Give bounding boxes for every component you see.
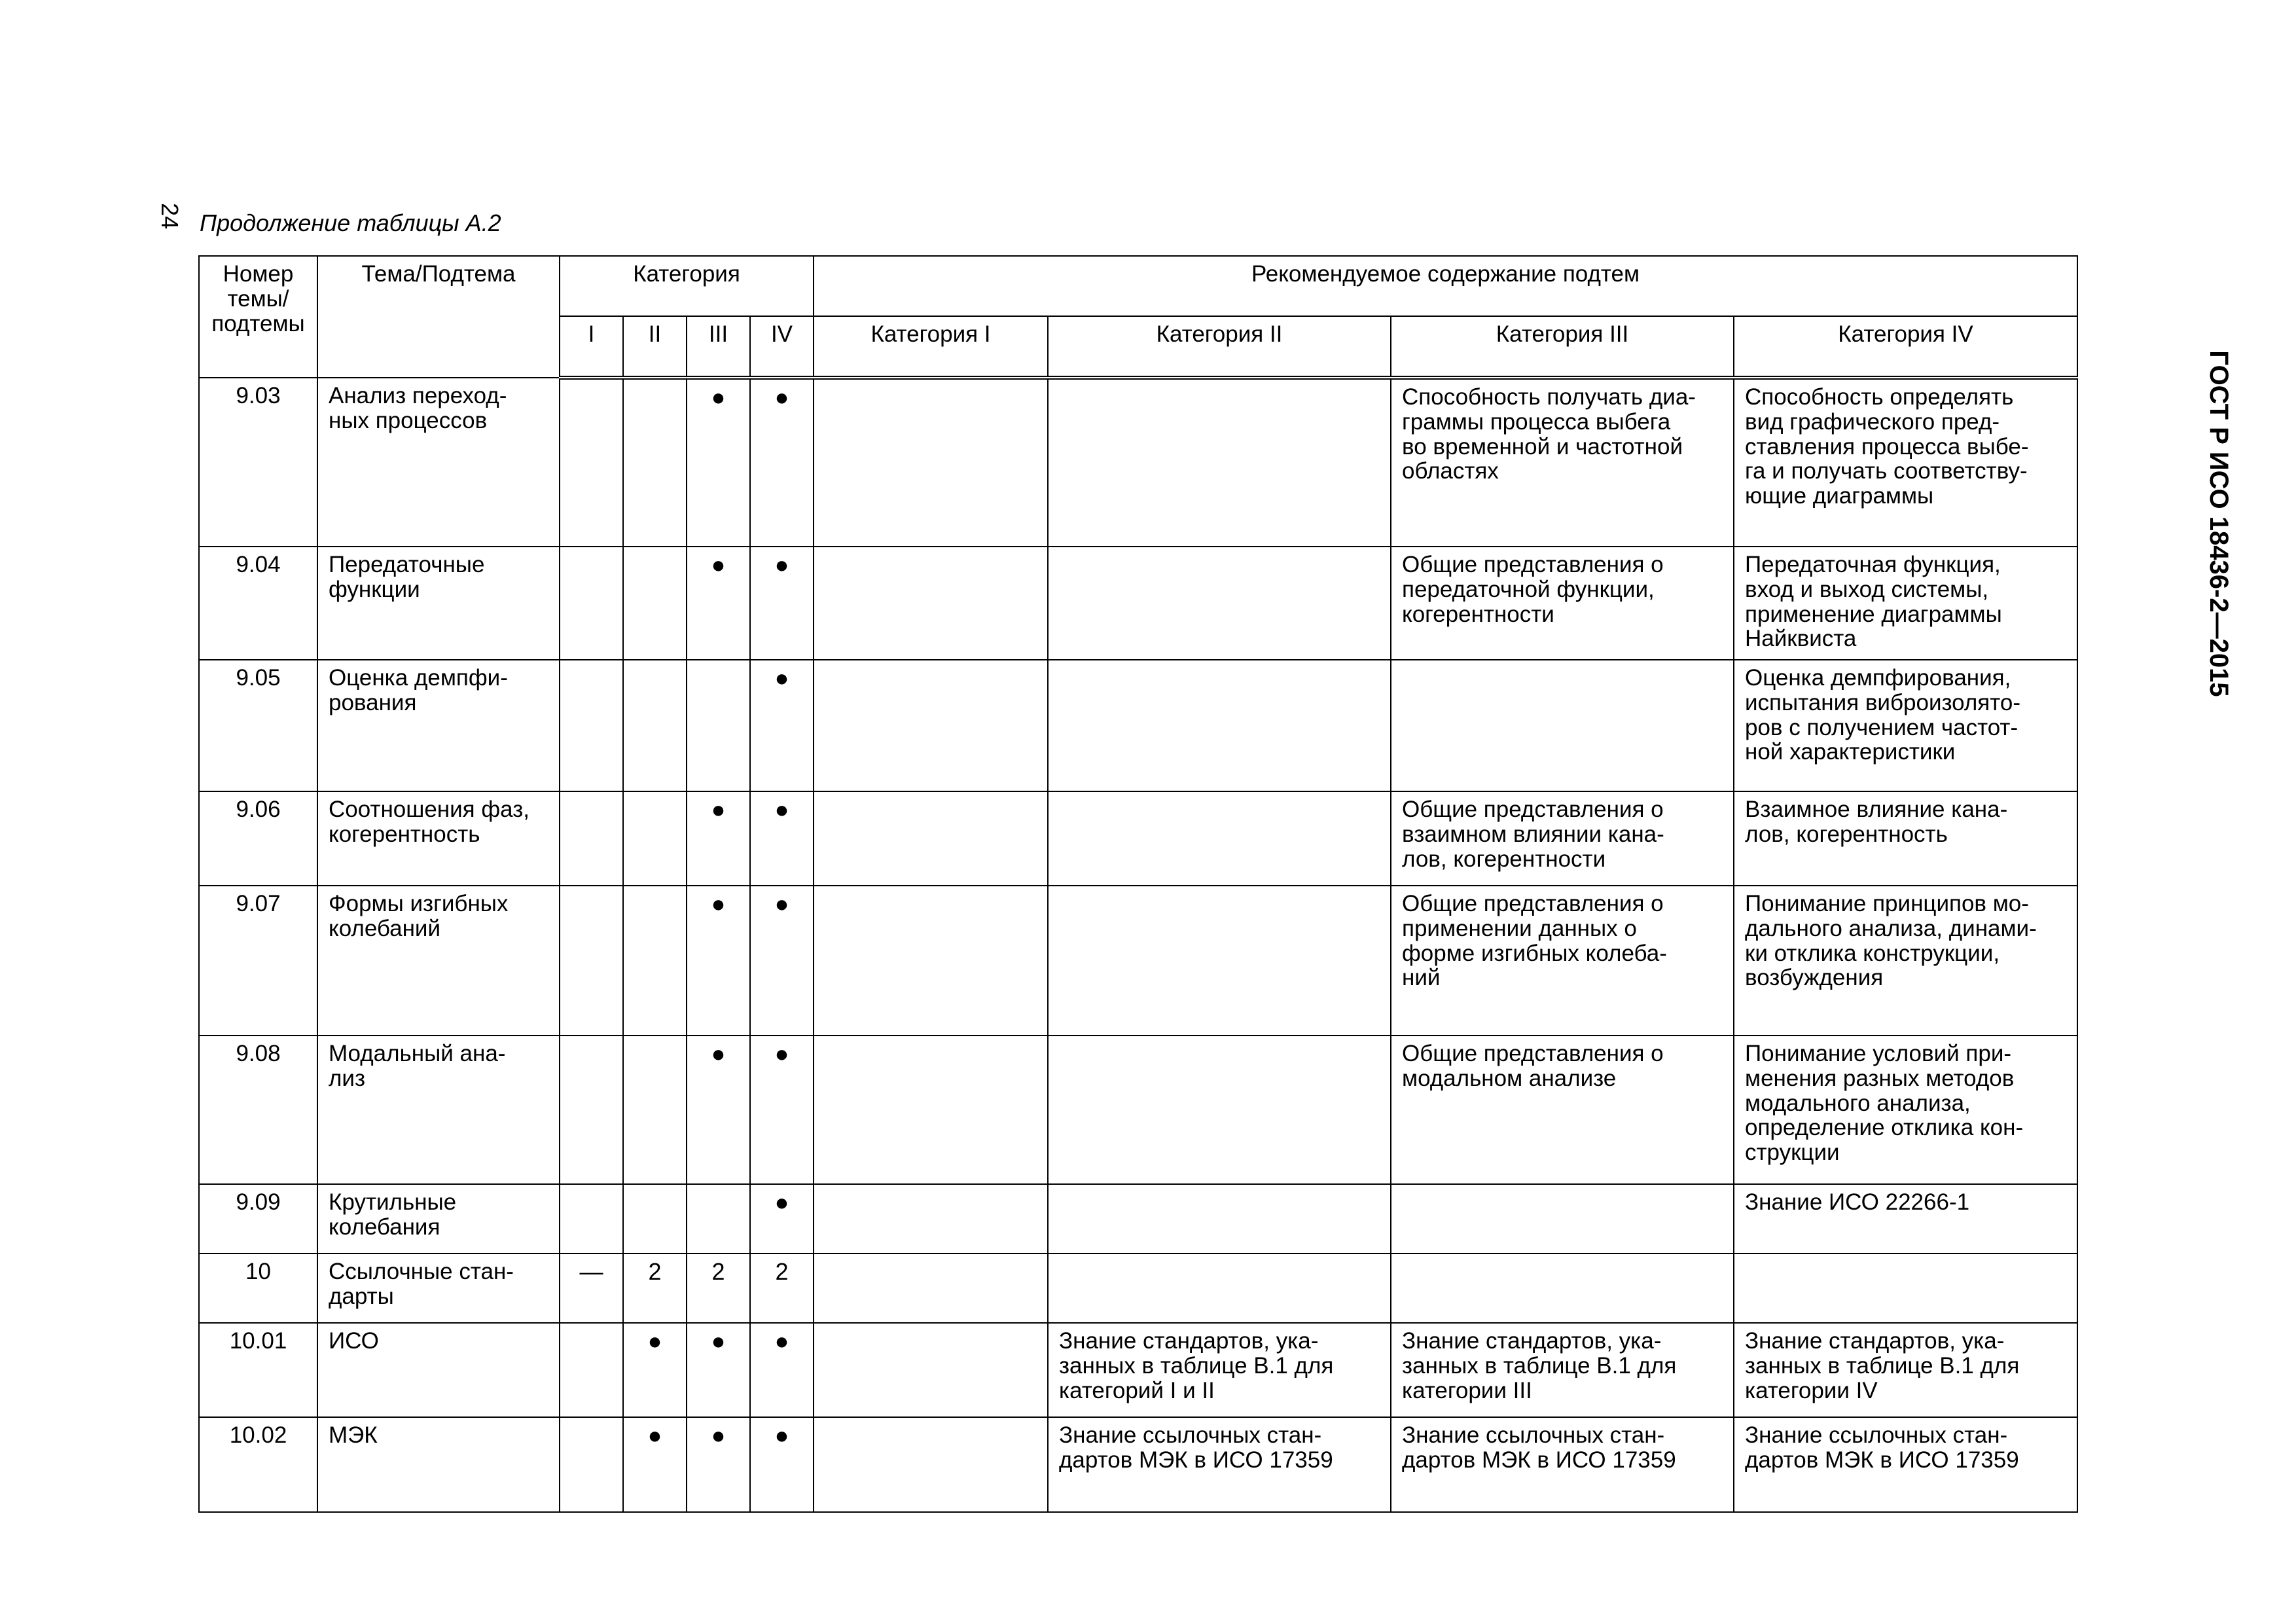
table-row bbox=[199, 660, 2077, 791]
content-category-4: Знание стандартов, ука- занных в таблице В.1 для категории IV bbox=[1734, 1323, 2077, 1417]
content-category-1 bbox=[814, 378, 1048, 547]
content-category-4: Оценка демпфирования, испытания виброизолято- ров с получением частот- ной характеристики bbox=[1734, 660, 2077, 791]
category-mark-4: ● bbox=[750, 1184, 814, 1254]
content-category-2: Знание стандартов, ука- занных в таблице В.1 для категорий I и II bbox=[1048, 1323, 1391, 1417]
category-mark-3: 2 bbox=[687, 1254, 750, 1323]
page-number: 24 bbox=[156, 202, 183, 230]
table-row bbox=[199, 791, 2077, 886]
content-category-4: Способность определять вид графического пред- ставления процесса выбе- га и получать соответству- ющие диаграммы bbox=[1734, 378, 2077, 547]
content-category-1 bbox=[814, 1184, 1048, 1254]
category-mark-1 bbox=[560, 886, 623, 1036]
category-mark-4: ● bbox=[750, 1417, 814, 1512]
table-row bbox=[199, 1323, 2077, 1417]
content-category-3: Общие представления о применении данных о форме изгибных колеба- ний bbox=[1391, 886, 1734, 1036]
category-mark-2 bbox=[623, 886, 687, 1036]
header-number: Номер темы/ подтемы bbox=[199, 256, 317, 378]
category-mark-4: ● bbox=[750, 791, 814, 886]
category-mark-3: ● bbox=[687, 547, 750, 660]
row-number: 10.02 bbox=[199, 1417, 317, 1512]
category-mark-4: ● bbox=[750, 660, 814, 791]
category-mark-4: ● bbox=[750, 547, 814, 660]
row-topic: ИСО bbox=[317, 1323, 560, 1417]
content-category-3: Знание стандартов, ука- занных в таблице В.1 для категории III bbox=[1391, 1323, 1734, 1417]
category-mark-2 bbox=[623, 660, 687, 791]
content-category-4: Понимание условий при- менения разных методов модального анализа, определение отклика кон- струкции bbox=[1734, 1036, 2077, 1184]
category-mark-2: 2 bbox=[623, 1254, 687, 1323]
content-category-4: Знание ссылочных стан- дартов МЭК в ИСО 17359 bbox=[1734, 1417, 2077, 1512]
content-category-1 bbox=[814, 660, 1048, 791]
category-mark-2: ● bbox=[623, 1417, 687, 1512]
category-mark-3 bbox=[687, 660, 750, 791]
category-mark-4: ● bbox=[750, 886, 814, 1036]
row-topic: Крутильные колебания bbox=[317, 1184, 560, 1254]
table-row bbox=[199, 1184, 2077, 1254]
row-number: 9.09 bbox=[199, 1184, 317, 1254]
header-cat-roman-2: II bbox=[623, 316, 687, 378]
content-category-3: Общие представления о взаимном влиянии кана- лов, когерентности bbox=[1391, 791, 1734, 886]
content-category-3 bbox=[1391, 1184, 1734, 1254]
content-category-3 bbox=[1391, 1254, 1734, 1323]
content-category-1 bbox=[814, 791, 1048, 886]
row-topic: Анализ переход- ных процессов bbox=[317, 378, 560, 547]
row-topic: Передаточные функции bbox=[317, 547, 560, 660]
content-category-1 bbox=[814, 1323, 1048, 1417]
category-mark-2 bbox=[623, 1036, 687, 1184]
header-category: Категория bbox=[560, 256, 814, 316]
content-category-2 bbox=[1048, 1184, 1391, 1254]
category-mark-2 bbox=[623, 378, 687, 547]
content-category-4 bbox=[1734, 1254, 2077, 1323]
category-mark-1 bbox=[560, 1417, 623, 1512]
table-row bbox=[199, 1254, 2077, 1323]
category-mark-2 bbox=[623, 1184, 687, 1254]
row-topic: Формы изгибных колебаний bbox=[317, 886, 560, 1036]
table-row bbox=[199, 1036, 2077, 1184]
row-number: 9.05 bbox=[199, 660, 317, 791]
header-topic: Тема/Подтема bbox=[317, 256, 560, 378]
table-caption: Продолжение таблицы А.2 bbox=[200, 209, 501, 236]
content-category-2 bbox=[1048, 1036, 1391, 1184]
header-cat-name-1: Категория I bbox=[814, 316, 1048, 378]
row-number: 10.01 bbox=[199, 1323, 317, 1417]
table-row bbox=[199, 886, 2077, 1036]
header-recommended-content: Рекомендуемое содержание подтем bbox=[814, 256, 2077, 316]
table-body bbox=[199, 378, 2077, 1512]
category-mark-4: ● bbox=[750, 1036, 814, 1184]
category-mark-1 bbox=[560, 1323, 623, 1417]
category-mark-3: ● bbox=[687, 1036, 750, 1184]
row-topic: Соотношения фаз, когерентность bbox=[317, 791, 560, 886]
category-mark-3 bbox=[687, 1184, 750, 1254]
row-number: 9.04 bbox=[199, 547, 317, 660]
header-cat-roman-3: III bbox=[687, 316, 750, 378]
category-mark-3: ● bbox=[687, 1323, 750, 1417]
content-category-2 bbox=[1048, 791, 1391, 886]
table-row bbox=[199, 1417, 2077, 1512]
content-category-2 bbox=[1048, 378, 1391, 547]
content-category-1 bbox=[814, 1254, 1048, 1323]
content-category-3: Общие представления о передаточной функции, когерентности bbox=[1391, 547, 1734, 660]
row-topic: Модальный ана- лиз bbox=[317, 1036, 560, 1184]
category-mark-1 bbox=[560, 1036, 623, 1184]
content-category-3: Знание ссылочных стан- дартов МЭК в ИСО 17359 bbox=[1391, 1417, 1734, 1512]
category-mark-3: ● bbox=[687, 886, 750, 1036]
content-category-2 bbox=[1048, 886, 1391, 1036]
row-topic: МЭК bbox=[317, 1417, 560, 1512]
content-category-4: Знание ИСО 22266-1 bbox=[1734, 1184, 2077, 1254]
category-mark-4: ● bbox=[750, 1323, 814, 1417]
standard-designation: ГОСТ Р ИСО 18436-2—2015 bbox=[2204, 350, 2234, 697]
table-row bbox=[199, 547, 2077, 660]
content-category-1 bbox=[814, 547, 1048, 660]
category-mark-1 bbox=[560, 660, 623, 791]
row-topic: Оценка демпфи- рования bbox=[317, 660, 560, 791]
row-number: 9.03 bbox=[199, 378, 317, 547]
category-mark-1 bbox=[560, 791, 623, 886]
category-mark-1 bbox=[560, 547, 623, 660]
row-number: 9.07 bbox=[199, 886, 317, 1036]
category-mark-1 bbox=[560, 1184, 623, 1254]
category-mark-3: ● bbox=[687, 378, 750, 547]
header-cat-roman-4: IV bbox=[750, 316, 814, 378]
content-category-2 bbox=[1048, 660, 1391, 791]
row-number: 9.06 bbox=[199, 791, 317, 886]
category-mark-1: — bbox=[560, 1254, 623, 1323]
content-category-1 bbox=[814, 1417, 1048, 1512]
category-mark-2: ● bbox=[623, 1323, 687, 1417]
content-category-3: Способность получать диа- граммы процесса выбега во временной и частотной областях bbox=[1391, 378, 1734, 547]
content-category-4: Понимание принципов мо- дального анализа, динами- ки отклика конструкции, возбуждения bbox=[1734, 886, 2077, 1036]
content-category-2 bbox=[1048, 547, 1391, 660]
category-mark-1 bbox=[560, 378, 623, 547]
row-number: 10 bbox=[199, 1254, 317, 1323]
category-mark-2 bbox=[623, 791, 687, 886]
content-table bbox=[198, 255, 2078, 1513]
content-category-3: Общие представления о модальном анализе bbox=[1391, 1036, 1734, 1184]
category-mark-3: ● bbox=[687, 791, 750, 886]
row-number: 9.08 bbox=[199, 1036, 317, 1184]
content-category-4: Передаточная функция, вход и выход системы, применение диаграммы Найквиста bbox=[1734, 547, 2077, 660]
row-topic: Ссылочные стан- дарты bbox=[317, 1254, 560, 1323]
header-cat-name-2: Категория II bbox=[1048, 316, 1391, 378]
content-category-4: Взаимное влияние кана- лов, когерентность bbox=[1734, 791, 2077, 886]
header-cat-roman-1: I bbox=[560, 316, 623, 378]
category-mark-3: ● bbox=[687, 1417, 750, 1512]
content-category-2: Знание ссылочных стан- дартов МЭК в ИСО 17359 bbox=[1048, 1417, 1391, 1512]
category-mark-4: 2 bbox=[750, 1254, 814, 1323]
content-category-2 bbox=[1048, 1254, 1391, 1323]
category-mark-2 bbox=[623, 547, 687, 660]
header-cat-name-3: Категория III bbox=[1391, 316, 1734, 378]
header-cat-name-4: Категория IV bbox=[1734, 316, 2077, 378]
content-category-1 bbox=[814, 886, 1048, 1036]
content-category-3 bbox=[1391, 660, 1734, 791]
table-row bbox=[199, 378, 2077, 547]
content-category-1 bbox=[814, 1036, 1048, 1184]
category-mark-4: ● bbox=[750, 378, 814, 547]
